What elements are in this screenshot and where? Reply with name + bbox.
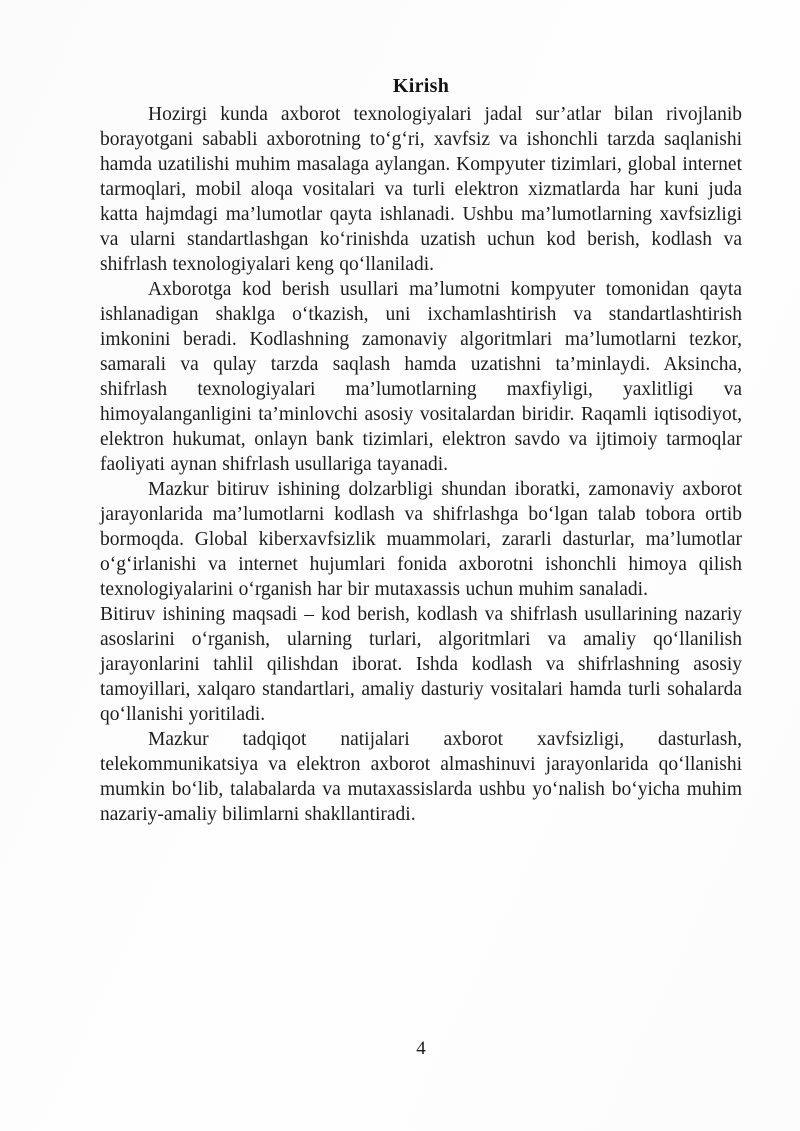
- paragraph: Axborotga kod berish usullari ma’lumotni kompyuter tomonidan qayta ishlanadigan shaklga o‘tkazish, uni ixchamlashtirish va standartlashtirish imkonini beradi. Kodlashning zamonaviy algoritmlari ma’lumotlarni tezkor, samarali va qulay tarzda saqlash hamda uzatishni ta’minlaydi. Aksincha, shifrlash texnologiyalari ma’lumotlarning maxfiyligi, yaxlitligi va himoyalanganligini ta’minlovchi asosiy vositalardan biridir. Raqamli iqtisodiyot, elektron hukumat, onlayn bank tizimlari, elektron savdo va ijtimoiy tarmoqlar faoliyati aynan shifrlash usullariga tayanadi.: [100, 279, 742, 475]
- page-number: 4: [416, 1038, 426, 1059]
- paragraph: Hozirgi kunda axborot texnologiyalari jadal sur’atlar bilan rivojlanib borayotgani sababli axborotning to‘g‘ri, xavfsiz va ishonchli tarzda saqlanishi hamda uzatilishi muhim masalaga aylangan. Kompyuter tizimlari, global internet tarmoqlari, mobil aloqa vositalari va turli elektron xizmatlarda har kuni juda katta hajmdagi ma’lumotlar qayta ishlanadi. Ushbu ma’lumotlarning xavfsizligi va ularni standartlashgan ko‘rinishda uzatish uchun kod berish, kodlash va shifrlash texnologiyalari keng qo‘llaniladi.: [100, 104, 742, 275]
- paragraph: Bitiruv ishining maqsadi – kod berish, kodlash va shifrlash usullarining nazariy asoslarini o‘rganish, ularning turlari, algoritmlari va amaliy qo‘llanilish jarayonlarini tahlil qilishdan iborat. Ishda kodlash va shifrlashning asosiy tamoyillari, xalqaro standartlari, amaliy dasturiy vositalari hamda turli sohalarda qo‘llanishi yoritiladi.: [100, 604, 742, 725]
- document-content: [100, 74, 742, 827]
- page-title: Kirish: [392, 75, 450, 97]
- paragraph: Mazkur bitiruv ishining dolzarbligi shundan iboratki, zamonaviy axborot jarayonlarida ma’lumotlarni kodlash va shifrlashga bo‘lgan talab tobora ortib bormoqda. Global kiberxavfsizlik muammolari, zararli dasturlar, ma’lumotlar o‘g‘irlanishi va internet hujumlari fonida axborotni ishonchli himoya qilish texnologiyalarini o‘rganish har bir mutaxassis uchun muhim sanaladi.: [100, 479, 742, 600]
- paragraph: Mazkur tadqiqot natijalari axborot xavfsizligi, dasturlash, telekommunikatsiya va elektron axborot almashinuvi jarayonlarida qo‘llanishi mumkin bo‘lib, talabalarda va mutaxassislarda ushbu yo‘nalish bo‘yicha muhim nazariy-amaliy bilimlarni shakllantiradi.: [100, 729, 742, 825]
